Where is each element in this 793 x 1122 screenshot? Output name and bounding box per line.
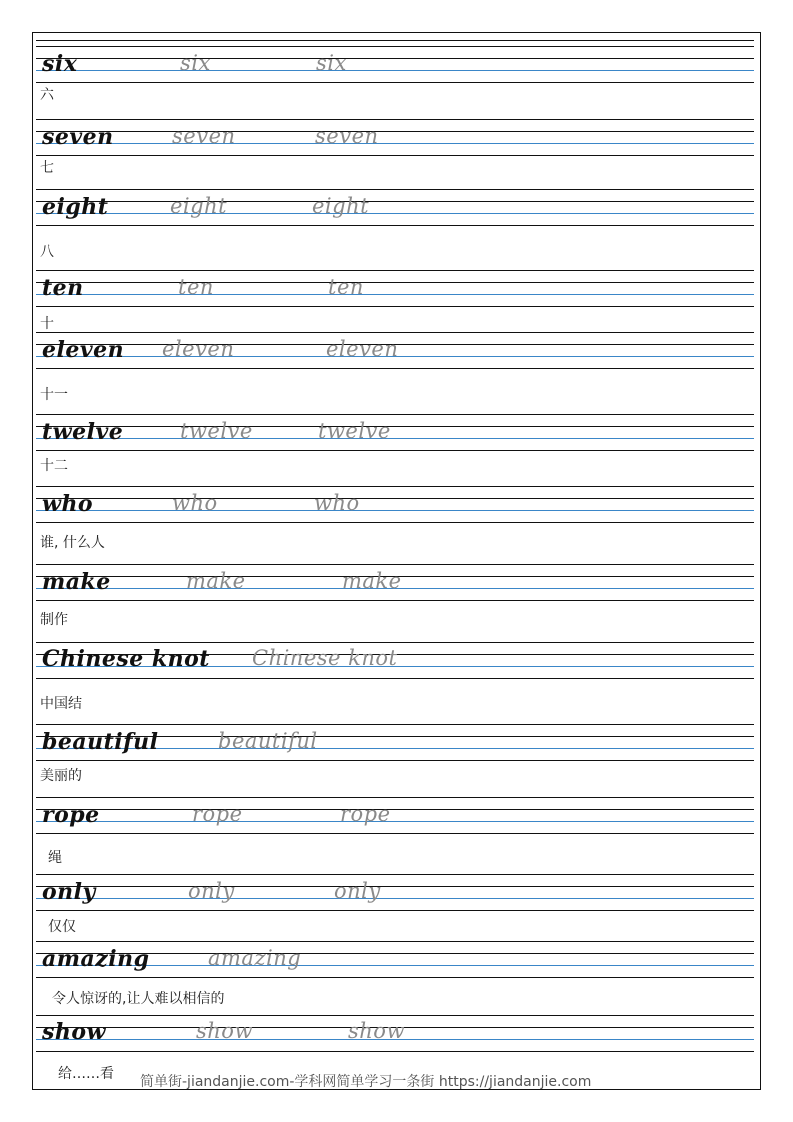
word-main: ten bbox=[42, 275, 84, 301]
guide-line-bottom bbox=[36, 82, 754, 83]
word-trace: eleven bbox=[162, 337, 235, 361]
word-main: twelve bbox=[42, 419, 124, 445]
word-trace: six bbox=[180, 51, 211, 75]
word-trace: ten bbox=[178, 275, 214, 299]
word-trace: seven bbox=[315, 124, 379, 148]
word-trace: beautiful bbox=[218, 729, 318, 753]
guide-line-bottom bbox=[36, 155, 754, 156]
worksheet-frame bbox=[32, 32, 761, 1090]
guide-line-top bbox=[36, 332, 754, 333]
word-trace: make bbox=[342, 569, 402, 593]
baseline bbox=[36, 510, 754, 511]
word-trace: eight bbox=[312, 194, 370, 218]
word-meaning: 绳 bbox=[48, 850, 62, 866]
word-trace: show bbox=[348, 1019, 405, 1043]
guide-line-bottom bbox=[36, 833, 754, 834]
word-meaning: 十一 bbox=[40, 387, 68, 403]
word-main: amazing bbox=[42, 946, 150, 972]
word-trace: show bbox=[196, 1019, 253, 1043]
footer-watermark: 简单街-jiandanjie.com-学科网简单学习一条街 https://jiandanjie.com bbox=[140, 1074, 592, 1090]
guide-line-top bbox=[36, 941, 754, 942]
word-meaning: 十 bbox=[40, 316, 54, 332]
word-main: show bbox=[42, 1019, 106, 1045]
word-trace: Chinese knot bbox=[252, 646, 398, 670]
baseline bbox=[36, 213, 754, 214]
guide-line-top bbox=[36, 724, 754, 725]
word-trace: six bbox=[316, 51, 347, 75]
baseline bbox=[36, 143, 754, 144]
guide-line-bottom bbox=[36, 600, 754, 601]
word-trace: twelve bbox=[180, 419, 253, 443]
guide-line-middle bbox=[36, 886, 754, 887]
word-trace: rope bbox=[340, 802, 391, 826]
guide-line-middle bbox=[36, 809, 754, 810]
baseline bbox=[36, 70, 754, 71]
guide-line-top bbox=[36, 270, 754, 271]
word-meaning: 制作 bbox=[40, 612, 68, 628]
guide-line-middle bbox=[36, 131, 754, 132]
word-trace: eight bbox=[170, 194, 228, 218]
guide-line-bottom bbox=[36, 522, 754, 523]
guide-line-bottom bbox=[36, 368, 754, 369]
guide-line-middle bbox=[36, 282, 754, 283]
guide-line-bottom bbox=[36, 225, 754, 226]
top-rule bbox=[36, 40, 754, 41]
guide-line-bottom bbox=[36, 678, 754, 679]
word-meaning: 仅仅 bbox=[48, 919, 76, 935]
word-trace: twelve bbox=[318, 419, 391, 443]
guide-line-top bbox=[36, 189, 754, 190]
word-trace: seven bbox=[172, 124, 236, 148]
guide-line-bottom bbox=[36, 306, 754, 307]
guide-line-middle bbox=[36, 201, 754, 202]
word-trace: only bbox=[334, 879, 381, 903]
word-meaning: 八 bbox=[40, 244, 54, 260]
guide-line-top bbox=[36, 1015, 754, 1016]
word-trace: eleven bbox=[326, 337, 399, 361]
word-meaning: 中国结 bbox=[40, 696, 82, 712]
guide-line-bottom bbox=[36, 977, 754, 978]
baseline bbox=[36, 898, 754, 899]
word-main: who bbox=[42, 491, 94, 517]
baseline bbox=[36, 294, 754, 295]
word-trace: only bbox=[188, 879, 235, 903]
word-meaning: 六 bbox=[40, 87, 54, 103]
baseline bbox=[36, 821, 754, 822]
word-trace: ten bbox=[328, 275, 364, 299]
guide-line-top bbox=[36, 564, 754, 565]
guide-line-bottom bbox=[36, 760, 754, 761]
guide-line-middle bbox=[36, 58, 754, 59]
word-main: make bbox=[42, 569, 111, 595]
word-main: six bbox=[42, 51, 78, 77]
guide-line-top bbox=[36, 642, 754, 643]
guide-line-top bbox=[36, 486, 754, 487]
word-meaning: 谁, 什么人 bbox=[40, 535, 105, 551]
word-trace: make bbox=[186, 569, 246, 593]
word-main: eleven bbox=[42, 337, 125, 363]
guide-line-top bbox=[36, 797, 754, 798]
guide-line-middle bbox=[36, 498, 754, 499]
word-meaning: 令人惊讶的,让人难以相信的 bbox=[52, 991, 225, 1007]
word-meaning: 十二 bbox=[40, 458, 68, 474]
guide-line-middle bbox=[36, 426, 754, 427]
baseline bbox=[36, 438, 754, 439]
guide-line-bottom bbox=[36, 450, 754, 451]
word-meaning: 七 bbox=[40, 160, 54, 176]
word-main: Chinese knot bbox=[42, 646, 210, 672]
guide-line-bottom bbox=[36, 1051, 754, 1052]
word-trace: rope bbox=[192, 802, 243, 826]
word-main: rope bbox=[42, 802, 100, 828]
word-meaning: 美丽的 bbox=[40, 768, 82, 784]
word-trace: who bbox=[172, 491, 218, 515]
word-trace: who bbox=[314, 491, 360, 515]
word-main: only bbox=[42, 879, 96, 905]
guide-line-top bbox=[36, 46, 754, 47]
guide-line-top bbox=[36, 874, 754, 875]
guide-line-top bbox=[36, 414, 754, 415]
word-main: eight bbox=[42, 194, 109, 220]
word-meaning: 给……看 bbox=[58, 1066, 114, 1082]
word-main: beautiful bbox=[42, 729, 159, 755]
word-main: seven bbox=[42, 124, 114, 150]
guide-line-bottom bbox=[36, 910, 754, 911]
word-trace: amazing bbox=[208, 946, 302, 970]
guide-line-top bbox=[36, 119, 754, 120]
